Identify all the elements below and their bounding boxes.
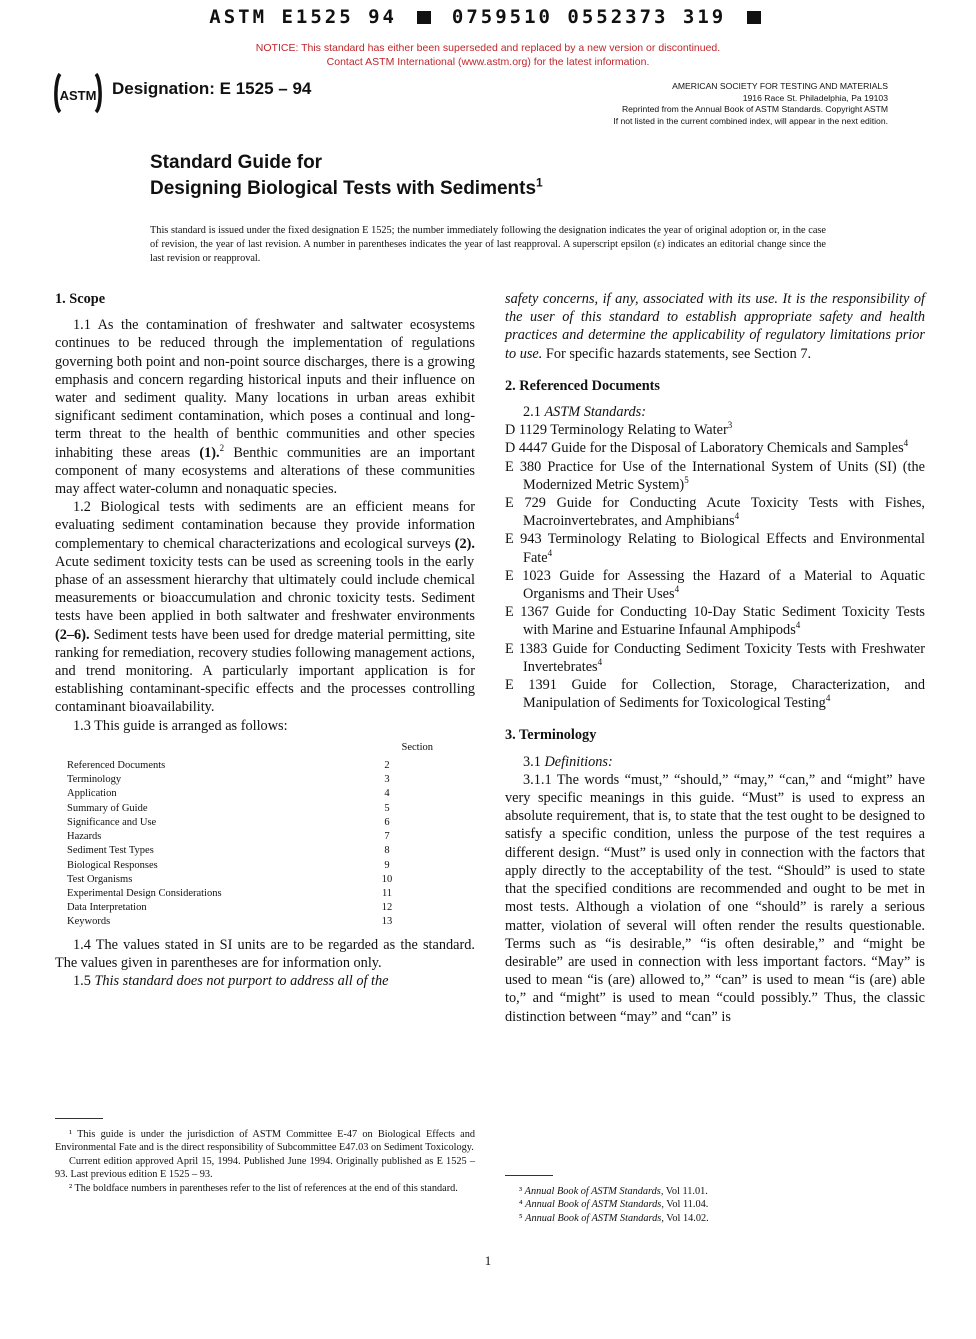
publisher-line: AMERICAN SOCIETY FOR TESTING AND MATERIALS — [672, 81, 888, 91]
publisher-block — [613, 81, 888, 127]
footnote: ⁵ Annual Book of ASTM Standards, Vol 14.02. — [519, 1212, 709, 1224]
toc-section-number: 2 — [384, 760, 390, 772]
section-heading: 2. Referenced Documents — [505, 377, 660, 394]
reference-item: E 1391 Guide for Collection, Storage, Characterization, and Manipulation of Sediments for Toxicological Testing$^4$ — [505, 677, 925, 712]
reference-item: E 1383 Guide for Conducting Sediment Toxicity Tests with Freshwater Invertebrates$^4$ — [505, 640, 925, 675]
toc-title: Experimental Design Considerations — [67, 887, 222, 899]
notice-line: Contact ASTM International (www.astm.org) for the latest information. — [326, 55, 650, 68]
toc-section-number: 10 — [381, 873, 393, 885]
footnote: ¹ This guide is under the jurisdiction of ASTM Committee E-47 on Biological Effects and Environmental Fate and is the direct responsibility of Subcommittee E47.03 on Sediment Toxicology. — [55, 1129, 475, 1154]
reference-item: E 943 Terminology Relating to Biological Effects and Environmental Fate$^4$ — [505, 531, 925, 566]
reference-item: E 1023 Guide for Assessing the Hazard of a Material to Aquatic Organisms and Their Uses$^4$ — [505, 567, 925, 603]
title-line-2 — [150, 176, 543, 202]
astm-logo — [52, 70, 104, 121]
scan-block-mark — [747, 11, 761, 24]
footnote-divider — [505, 1175, 553, 1176]
section-table — [67, 741, 475, 930]
toc-section-number: 3 — [384, 774, 390, 786]
title-footnote-ref: 1 — [536, 175, 543, 190]
section-heading: 3. Terminology — [505, 727, 597, 744]
toc-title: Keywords — [67, 916, 111, 928]
logo-text: ASTM — [59, 88, 97, 103]
designation: Designation: E 1525 – 94 — [112, 79, 312, 98]
toc-section-number: 11 — [381, 887, 393, 899]
toc-row — [67, 787, 407, 801]
paragraph-1-2: 1.2 Biological tests with sediments are an efficient means for evaluating sediment contamination because they provide information complementary to chemical characterizations and ecological surveys (2). Acute sediment toxicity tests can be used as screening tools in the early phase of an assessment hierarchy that ultimately could include chemical measurements or bioaccumulation and chronic toxicity tests. Sediment tests have been applied in both saltwater and freshwater environments (2–6). Sediment tests have been used for dredge material permitting, site ranking for remediation, recovery studies following management actions, and trend monitoring. A particularly important application is for establishing contaminant-specific effects and the processes controlling contaminant bioavailability. — [55, 499, 475, 716]
scan-header — [0, 6, 976, 28]
toc-title: Test Organisms — [67, 873, 133, 885]
toc-section-number: 5 — [384, 802, 390, 814]
toc-section-number: 8 — [384, 845, 390, 857]
footnote: ³ Annual Book of ASTM Standards, Vol 11.01. — [519, 1186, 708, 1197]
toc-row — [67, 759, 407, 773]
scan-code-right: 0759510 0552373 319 — [451, 6, 727, 28]
toc-title: Biological Responses — [67, 859, 158, 871]
page-number: 1 — [484, 1253, 492, 1268]
toc-title: Significance and Use — [67, 816, 157, 828]
title-line-1: Standard Guide for — [150, 152, 323, 173]
reference-item: E 729 Guide for Conducting Acute Toxicity Tests with Fishes, Macroinvertebrates, and Amphibians$^4$ — [505, 495, 925, 530]
section-heading: 1. Scope — [55, 291, 106, 307]
toc-row — [67, 816, 407, 830]
paragraph-1-3: 1.3 This guide is arranged as follows: — [73, 717, 288, 734]
notice-line: NOTICE: This standard has either been superseded and replaced by a new version or discontinued. — [255, 42, 721, 54]
toc-title: Summary of Guide — [67, 802, 148, 814]
supersede-notice — [0, 42, 976, 69]
paragraph-1-1: 1.1 As the contamination of freshwater and saltwater ecosystems continues to be reduced through the implementation of regulations governing both point and non-point source discharges, there is a growing emphasis and concern regarding historical inputs and their influence on water and sediment quality. Many locations in urban areas exhibit significant sediment contamination, which poses a continual and long-term threat to the health of benthic communities and other species inhabiting these areas (1).$^2$ Benthic communities are an important component of many ecosystems and alterations of these communities may affect water-column and nonaquatic species. — [55, 317, 476, 498]
astm-logo-icon — [52, 70, 104, 116]
toc-section-number: 4 — [384, 788, 390, 800]
toc-row — [67, 887, 407, 901]
scan-code-left: ASTM E1525 94 — [209, 6, 397, 28]
publisher-line: Reprinted from the Annual Book of ASTM Standards. Copyright ASTM — [621, 104, 888, 114]
footnotes-left — [55, 1128, 475, 1195]
toc-row — [67, 844, 407, 858]
footnote: Current edition approved April 15, 1994. Published June 1994. Originally published as E 1525 – 93. Last previous edition E 1525 – 93. — [55, 1155, 475, 1181]
footnote-divider — [55, 1118, 103, 1119]
document-title — [150, 150, 543, 202]
subsection-3-1: 3.1 Definitions: — [523, 753, 613, 770]
paragraph-1-5: 1.5 This standard does not purport to address all of the — [73, 972, 389, 989]
toc-row — [67, 802, 407, 816]
paragraph-1-4: 1.4 The values stated in SI units are to be regarded as the standard. The values given in parentheses are for information only. — [55, 936, 475, 971]
scan-block-mark — [417, 11, 431, 24]
issue-note: This standard is issued under the fixed designation E 1525; the number immediately following the designation indicates the year of original adoption or, in the case of revision, the year of last revision. A number in parentheses indicates the year of last reapproval. A superscript epsilon (ε) indicates an editorial change since the last revision or reapproval. — [150, 225, 826, 264]
left-column — [55, 290, 475, 990]
toc-row — [67, 859, 407, 873]
reference-list — [505, 421, 925, 712]
toc-title: Data Interpretation — [67, 902, 147, 914]
toc-title: Sediment Test Types — [67, 845, 154, 857]
toc-row — [67, 873, 407, 887]
footnote: ⁴ Annual Book of ASTM Standards, Vol 11.04. — [519, 1199, 709, 1211]
footnote: ² The boldface numbers in parentheses refer to the list of references at the end of this standard. — [69, 1182, 458, 1194]
reference-item: E 380 Practice for Use of the International System of Units (SI) (the Modernized Metric System)$^5$ — [505, 458, 925, 493]
toc-title: Referenced Documents — [67, 760, 166, 772]
toc-section-number: 7 — [384, 831, 390, 843]
toc-section-number: 12 — [381, 902, 393, 914]
subsection-2-1: 2.1 ASTM Standards: — [523, 404, 646, 421]
reference-item: E 1367 Guide for Conducting 10-Day Static Sediment Toxicity Tests with Marine and Estuarine Infaunal Amphipods$^4$ — [505, 604, 925, 639]
toc-title: Application — [67, 788, 117, 800]
reference-item: D 1129 Terminology Relating to Water$^3$ — [505, 420, 733, 439]
toc-section-number: 9 — [384, 859, 390, 871]
paragraph-1-5-cont: safety concerns, if any, associated with its use. It is the responsibility of the user of this standard to establish appropriate safety and health practices and determine the applicability of regulatory limitations prior to use. For specific hazards statements, see Section 7. — [505, 291, 925, 362]
toc-section-number: 6 — [384, 816, 390, 828]
toc-title: Terminology — [67, 774, 122, 786]
toc-row — [67, 773, 407, 787]
footnotes-right — [505, 1185, 925, 1225]
publisher-line: If not listed in the current combined index, will appear in the next edition. — [613, 115, 888, 126]
right-column — [505, 290, 925, 1026]
paragraph-3-1-1: 3.1.1 The words “must,” “should,” “may,” “can,” and “might” have very specific meanings in this guide. “Must” is used to express an absolute requirement, that is, to state that the test ought to be designed to satisfy a specific condition, unless the purpose of the test requires a different design. “Must” is used only in connection with the factors that apply directly to the acceptability of the test. “Should” is used to state that the specified conditions are recommended and ought to be met in most tests. Although a violation of one “should” is rarely a serious matter, violation of several will often render the results questionable. Terms such as “is desirable,” “is often desirable,” and “might be desirable” are used in connection with less important factors. “May” is used to mean “is (are) allowed to,” “can” is used to mean “is (are) able to,” and “might” is used to mean “could possibly.” Thus, the classic distinction between “may” and “can” is — [505, 771, 925, 1025]
reference-item: D 4447 Guide for the Disposal of Laboratory Chemicals and Samples$^4$ — [505, 438, 909, 457]
toc-row — [67, 901, 407, 915]
toc-header: Section — [401, 741, 433, 753]
toc-title: Hazards — [67, 831, 102, 843]
toc-row — [67, 830, 407, 844]
toc-section-number: 13 — [381, 916, 393, 928]
publisher-line: 1916 Race St. Philadelphia, Pa 19103 — [742, 92, 888, 103]
toc-row — [67, 915, 407, 929]
title-text: Designing Biological Tests with Sediments — [150, 178, 537, 199]
